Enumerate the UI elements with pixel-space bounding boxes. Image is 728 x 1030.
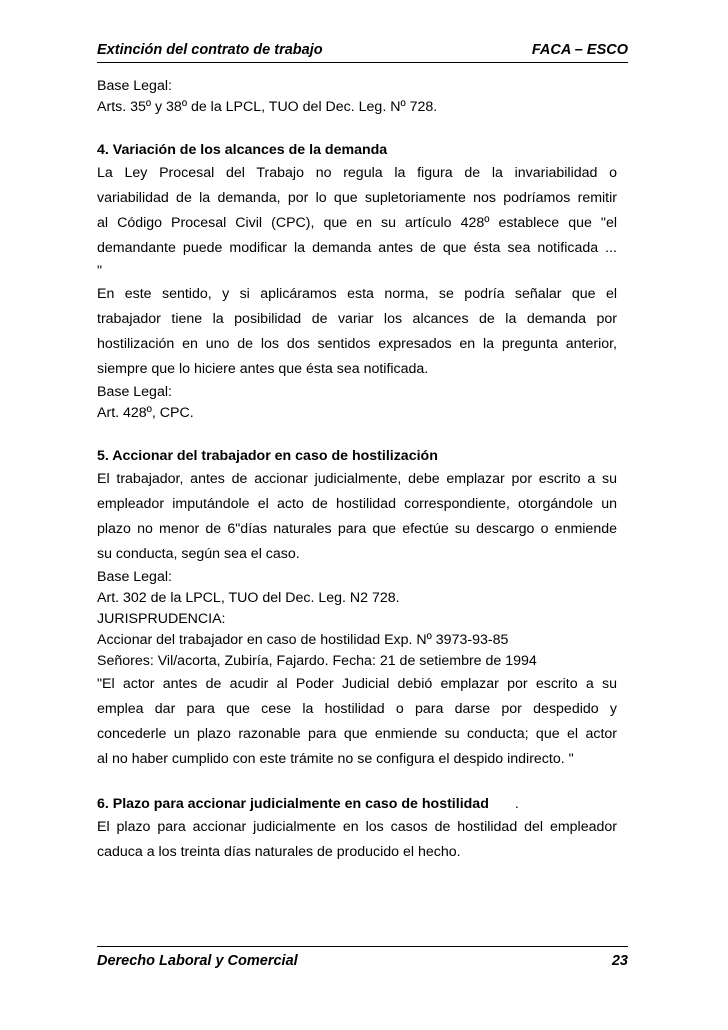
section-5-heading: 5. Accionar del trabajador en caso de hostilización xyxy=(97,448,438,464)
paragraph-line: su conducta, según sea el caso. xyxy=(97,546,300,562)
section-5-base-legal-text: Art. 302 de la LPCL, TUO del Dec. Leg. N2 728. xyxy=(97,590,400,606)
paragraph-line: empleador imputándole el acto de hostilidad correspondiente, otorgándole un xyxy=(97,496,617,512)
intro-base-legal-label: Base Legal: xyxy=(97,78,172,94)
paragraph-line: La Ley Procesal del Trabajo no regula la figura de la invariabilidad o xyxy=(97,165,617,181)
paragraph-line: El plazo para accionar judicialmente en los casos de hostilidad del empleador xyxy=(97,819,617,835)
section-4-base-legal-text: Art. 428º, CPC. xyxy=(97,405,194,421)
paragraph-line: plazo no menor de 6"días naturales para que efectúe su descargo o enmiende xyxy=(97,521,617,537)
quote-line: emplea dar para que cese la hostilidad o para darse por despedido y xyxy=(97,701,617,717)
quote-line: "El actor antes de acudir al Poder Judicial debió emplazar por escrito a su xyxy=(97,676,617,692)
section-6-heading-text: 6. Plazo para accionar judicialmente en caso de hostilidad xyxy=(97,796,489,812)
header-institution: FACA – ESCO xyxy=(531,42,628,58)
section-5-base-legal-label: Base Legal: xyxy=(97,569,172,585)
case-title: Accionar del trabajador en caso de hostilidad Exp. Nº 3973-93-85 xyxy=(97,632,509,648)
section-4-heading: 4. Variación de los alcances de la demanda xyxy=(97,142,388,158)
intro-base-legal-text: Arts. 35º y 38º de la LPCL, TUO del Dec. Leg. Nº 728. xyxy=(97,99,438,115)
jurisprudencia-label: JURISPRUDENCIA: xyxy=(97,611,226,627)
paragraph-line: siempre que lo hiciere antes que ésta sea notificada. xyxy=(97,361,429,377)
page-header xyxy=(97,40,628,63)
section-6-heading-suffix: . xyxy=(514,796,519,812)
quote-line: concederle un plazo razonable para que enmiende su conducta; que el actor xyxy=(97,726,617,742)
paragraph-line: caduca a los treinta días naturales de producido el hecho. xyxy=(97,844,461,860)
page-number: 23 xyxy=(611,953,628,969)
header-title: Extinción del contrato de trabajo xyxy=(97,42,323,58)
paragraph-line: El trabajador, antes de accionar judicialmente, debe emplazar por escrito a su xyxy=(97,471,617,487)
quote-line: al no haber cumplido con este trámite no se configura el despido indirecto. " xyxy=(97,751,574,767)
paragraph-line: demandante puede modificar la demanda antes de que ésta sea notificada ... xyxy=(97,240,617,256)
document-body xyxy=(97,76,617,865)
paragraph-line: En este sentido, y si aplicáramos esta norma, se podría señalar que el xyxy=(97,286,617,302)
page-footer xyxy=(97,946,628,971)
paragraph-line: al Código Procesal Civil (CPC), que en su artículo 428º establece que "el xyxy=(97,215,617,231)
paragraph-line: variabilidad de la demanda, por lo que supletoriamente nos podríamos remitir xyxy=(97,190,617,206)
section-6-heading xyxy=(97,793,617,815)
case-judges: Señores: Vil/acorta, Zubiría, Fajardo. Fecha: 21 de setiembre de 1994 xyxy=(97,653,537,669)
footer-course: Derecho Laboral y Comercial xyxy=(97,953,298,969)
paragraph-line: " xyxy=(97,263,103,279)
paragraph-line: hostilización en uno de los dos sentidos expresados en la pregunta anterior, xyxy=(97,336,617,352)
paragraph-line: trabajador tiene la posibilidad de variar los alcances de la demanda por xyxy=(97,311,617,327)
section-4-base-legal-label: Base Legal: xyxy=(97,384,172,400)
